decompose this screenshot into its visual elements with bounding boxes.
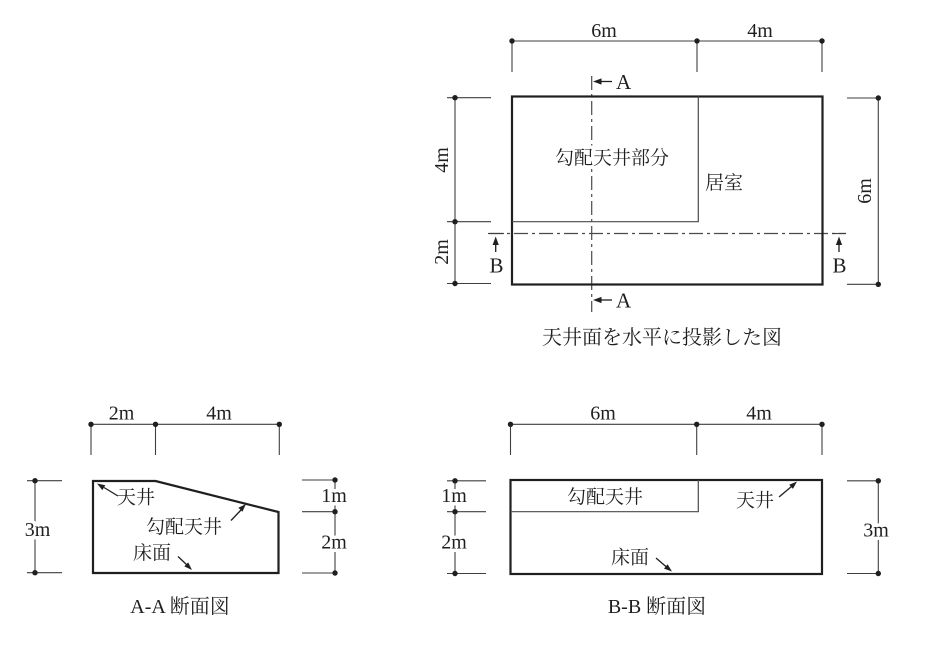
dim-label-aa-top-right: 4m xyxy=(206,402,232,425)
plan-top-dimension xyxy=(509,20,824,72)
plan-left-dimension xyxy=(431,95,491,286)
bb-floor-annotation xyxy=(611,547,672,572)
bb-left-dimension xyxy=(441,478,486,576)
aa-left-dimension xyxy=(25,478,62,575)
plan-caption: 天井面を水平に投影した図 xyxy=(542,327,782,349)
aa-right-dimension xyxy=(302,477,347,575)
dim-label-bb-left-bottom: 2m xyxy=(441,531,467,554)
section-marker-label: A xyxy=(616,288,632,313)
dim-label-aa-right-top: 1m xyxy=(321,485,347,507)
arrow-left-icon xyxy=(593,297,602,303)
section-bb-view xyxy=(441,403,889,619)
dim-label-plan-top-left: 6m xyxy=(591,20,617,42)
section-aa-view xyxy=(25,403,348,619)
dim-label-aa-top-left: 2m xyxy=(108,402,135,425)
dim-label-aa-right-bottom: 2m xyxy=(321,531,347,554)
arrow-left-icon xyxy=(593,78,602,84)
section-marker-a-bottom xyxy=(593,289,632,313)
plan-room-outline xyxy=(512,97,823,285)
arrow-up-left-icon xyxy=(97,484,105,491)
plan-sloped-ceiling-area-label: 勾配天井部分 xyxy=(554,148,670,169)
dim-label-bb-top-right: 4m xyxy=(746,402,772,425)
bb-ceiling-label: 天井 xyxy=(736,490,775,512)
section-bb-caption: B-B 断面図 xyxy=(607,596,707,618)
section-aa-caption: A-A 断面図 xyxy=(130,596,230,618)
bb-floor-label: 床面 xyxy=(611,547,650,569)
plan-right-dimension xyxy=(847,95,881,287)
aa-sloped-ceiling-annotation xyxy=(146,504,246,538)
aa-floor-label: 床面 xyxy=(133,543,172,564)
dim-label-bb-top-left: 6m xyxy=(590,402,616,425)
dim-label-aa-left: 3m xyxy=(24,519,51,541)
bb-top-dimension xyxy=(508,403,825,456)
aa-ceiling-label: 天井 xyxy=(117,487,156,509)
plan-view xyxy=(431,20,881,349)
section-marker-label: B xyxy=(832,253,847,278)
section-marker-label: A xyxy=(616,70,632,94)
bb-sloped-ceiling-label: 勾配天井 xyxy=(566,487,644,508)
arrow-up-icon xyxy=(836,237,842,246)
section-marker-b-left xyxy=(489,237,503,278)
dim-label-plan-top-right: 4m xyxy=(747,20,773,42)
aa-floor-annotation xyxy=(133,542,192,570)
section-marker-b-right xyxy=(832,237,846,278)
bb-right-dimension xyxy=(847,478,889,576)
aa-ceiling-annotation xyxy=(97,484,155,509)
bb-ceiling-annotation xyxy=(736,482,797,512)
arrow-up-icon xyxy=(493,237,499,246)
section-marker-a-top xyxy=(593,70,632,94)
dim-label-plan-left-bottom: 2m xyxy=(431,239,453,265)
aa-top-dimension xyxy=(88,403,282,456)
aa-sloped-ceiling-label: 勾配天井 xyxy=(146,517,223,538)
dim-label-bb-left-top: 1m xyxy=(441,485,467,507)
section-bb-outline xyxy=(511,480,823,574)
plan-room-label: 居室 xyxy=(704,173,744,194)
dim-label-plan-left-top: 4m xyxy=(431,147,453,173)
dim-label-bb-right: 3m xyxy=(863,519,889,542)
dim-label-plan-right: 6m xyxy=(854,178,876,204)
section-marker-label: B xyxy=(489,253,504,278)
